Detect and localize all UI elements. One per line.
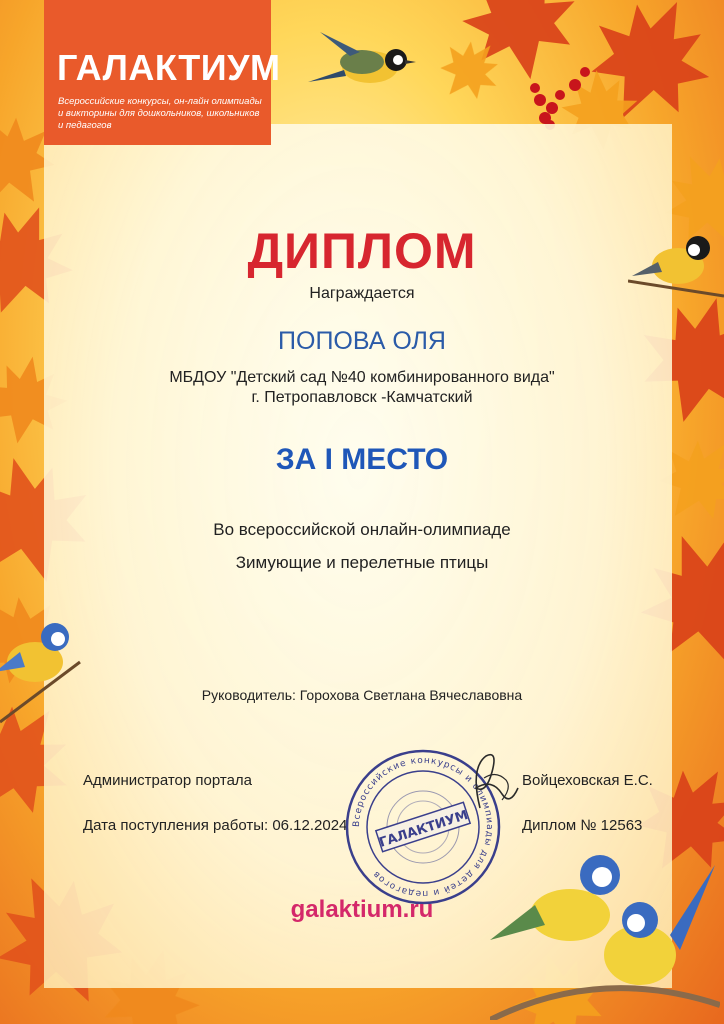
diploma-title: ДИПЛОМ [247, 223, 477, 279]
awarded-label: Награждается [309, 285, 415, 302]
stamp-ring-text: Всероссийские конкурсы и олимпиады для детей и педагогов [351, 755, 495, 899]
supervisor: Руководитель: Горохова Светлана Вячеславовна [201, 687, 523, 703]
olympiad-line-1: Во всероссийской онлайн-олимпиаде [213, 520, 511, 539]
organization-line-2: г. Петропавловск -Камчатский [251, 389, 473, 406]
organization-line-1: МБДОУ "Детский сад №40 комбинированного вида" [169, 369, 555, 386]
submission-date: Дата поступления работы: 06.12.2024 [83, 817, 348, 834]
stamp-center-text: ГАЛАКТИУМ [377, 807, 471, 851]
olympiad-line-2: Зимующие и перелетные птицы [235, 553, 489, 572]
logo[interactable] [44, 0, 281, 145]
bird-icon-left [0, 612, 90, 732]
award-place: ЗА I МЕСТО [275, 443, 449, 476]
signature-icon [462, 748, 522, 818]
logo-title: ГАЛАКТИУМ [57, 47, 281, 88]
website-link[interactable]: galaktium.ru [290, 896, 434, 923]
recipient-name: ПОПОВА ОЛЯ [278, 327, 446, 355]
bird-icon-top [300, 22, 420, 102]
admin-label: Администратор портала [83, 772, 253, 789]
logo-tagline: Всероссийские конкурсы, он-лайн олимпиады и викторины для дошкольников, школьников и педагогов [58, 96, 262, 131]
admin-name: Войцеховская Е.С. [522, 772, 653, 789]
diploma-number: Диплом № 12563 [522, 817, 643, 834]
bluetit-birds-icon [490, 845, 720, 1020]
